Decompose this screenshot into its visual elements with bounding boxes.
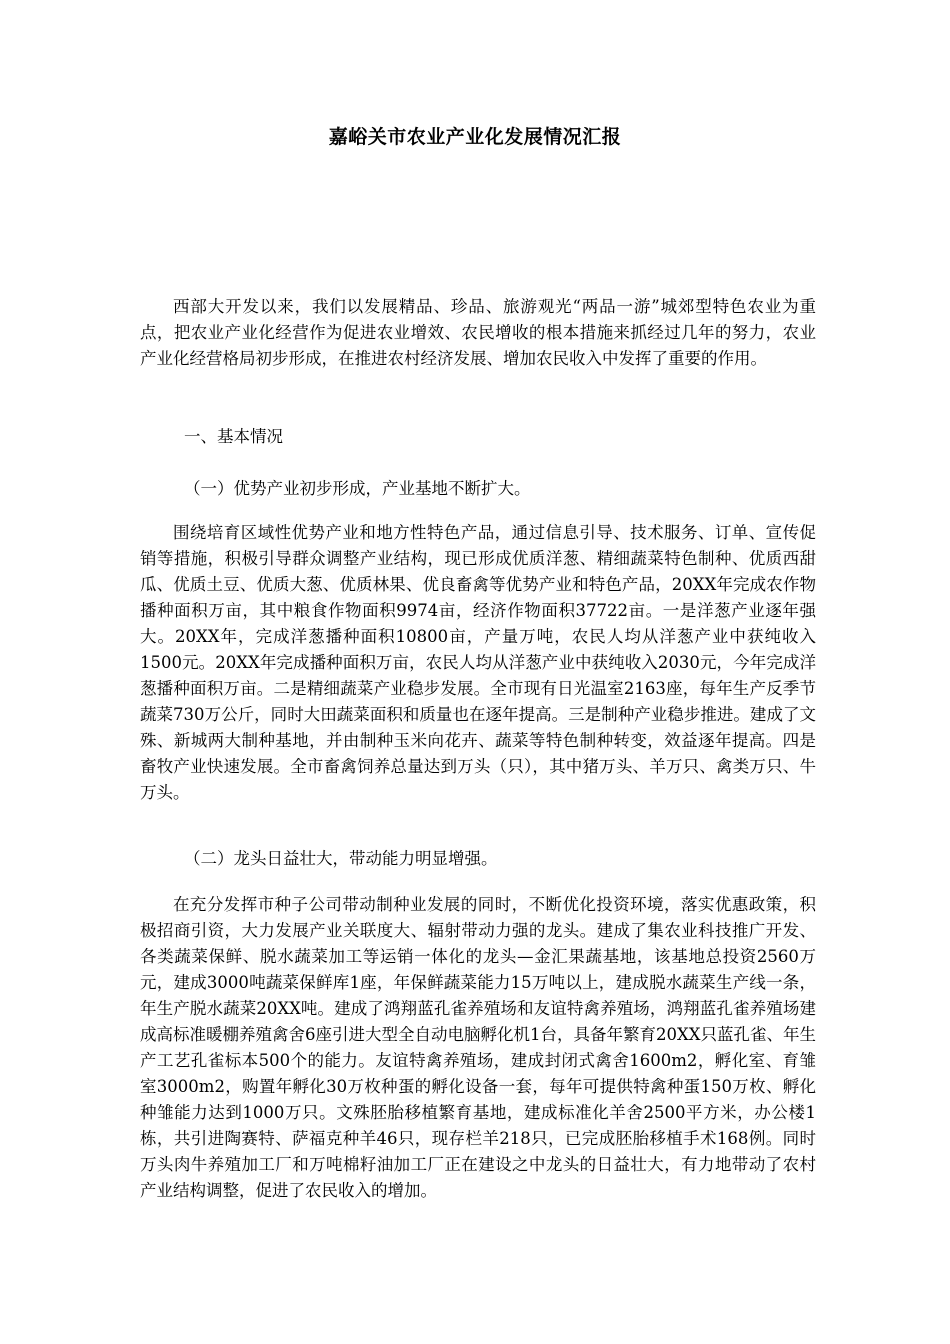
subsection-heading-1: （一）优势产业初步形成，产业基地不断扩大。	[184, 479, 531, 498]
subsection-heading-2: （二）龙头日益壮大，带动能力明显增强。	[184, 849, 498, 868]
subsection-1-paragraph: 围绕培育区域性优势产业和地方性特色产品，通过信息引导、技术服务、订单、宣传促销等措施，积极引导群众调整产业结构，现已形成优质洋葱、精细蔬菜特色制种、优质西甜瓜、优质土豆、优质大葱、优质林果、优良畜禽等优势产业和特色产品，20XX年完成农作物播种面积万亩，其中粮食作物面积9974亩，经济作物面积37722亩。一是洋葱产业逐年强大。20XX年，完成洋葱播种面积10800亩，产量万吨，农民人均从洋葱产业中获纯收入1500元。20XX年完成播种面积万亩，农民人均从洋葱产业中获纯收入2030元，今年完成洋葱播种面积万亩。二是精细蔬菜产业稳步发展。全市现有日光温室2163座，每年生产反季节蔬菜730万公斤，同时大田蔬菜面积和质量也在逐年提高。三是制种产业稳步推进。建成了文殊、新城两大制种基地，并由制种玉米向花卉、蔬菜等特色制种转变，效益逐年提高。四是畜牧产业快速发展。全市畜禽饲养总量达到万头（只），其中猪万头、羊万只、禽类万只、牛万头。	[140, 523, 816, 802]
subsection-2-paragraph: 在充分发挥市种子公司带动制种业发展的同时，不断优化投资环境，落实优惠政策，积极招商引资，大力发展产业关联度大、辐射带动力强的龙头。建成了集农业科技推广开发、各类蔬菜保鲜、脱水蔬菜加工等运销一体化的龙头—金汇果蔬基地，该基地总投资2560万元，建成3000吨蔬菜保鲜库1座，年保鲜蔬菜能力15万吨以上，建成脱水蔬菜生产线一条，年生产脱水蔬菜20XX吨。建成了鸿翔蓝孔雀养殖场和友谊特禽养殖场，鸿翔蓝孔雀养殖场建成高标准暖棚养殖禽舍6座引进大型全自动电脑孵化机1台，具备年繁育20XX只蓝孔雀、年生产工艺孔雀标本500个的能力。友谊特禽养殖场，建成封闭式禽舍1600m2，孵化室、育雏室3000m2，购置年孵化30万枚种蛋的孵化设备一套，每年可提供特禽种蛋150万枚、孵化种雏能力达到1000万只。文殊胚胎移植繁育基地，建成标准化羊舍2500平方米，办公楼1栋，共引进陶赛特、萨福克种羊46只，现存栏羊218只，已完成胚胎移植手术168例。同时万头肉牛养殖加工厂和万吨棉籽油加工厂正在建设之中龙头的日益壮大，有力地带动了农村产业结构调整，促进了农民收入的增加。	[140, 895, 816, 1200]
section-heading-basic: 一、基本情况	[184, 427, 283, 446]
intro-paragraph: 西部大开发以来，我们以发展精品、珍品、旅游观光“两品一游”城郊型特色农业为重点，把农业产业化经营作为促进农业增效、农民增收的根本措施来抓经过几年的努力，农业产业化经营格局初步形成，在推进农村经济发展、增加农民收入中发挥了重要的作用。	[140, 297, 816, 368]
document-title: 嘉峪关市农业产业化发展情况汇报	[328, 126, 622, 148]
